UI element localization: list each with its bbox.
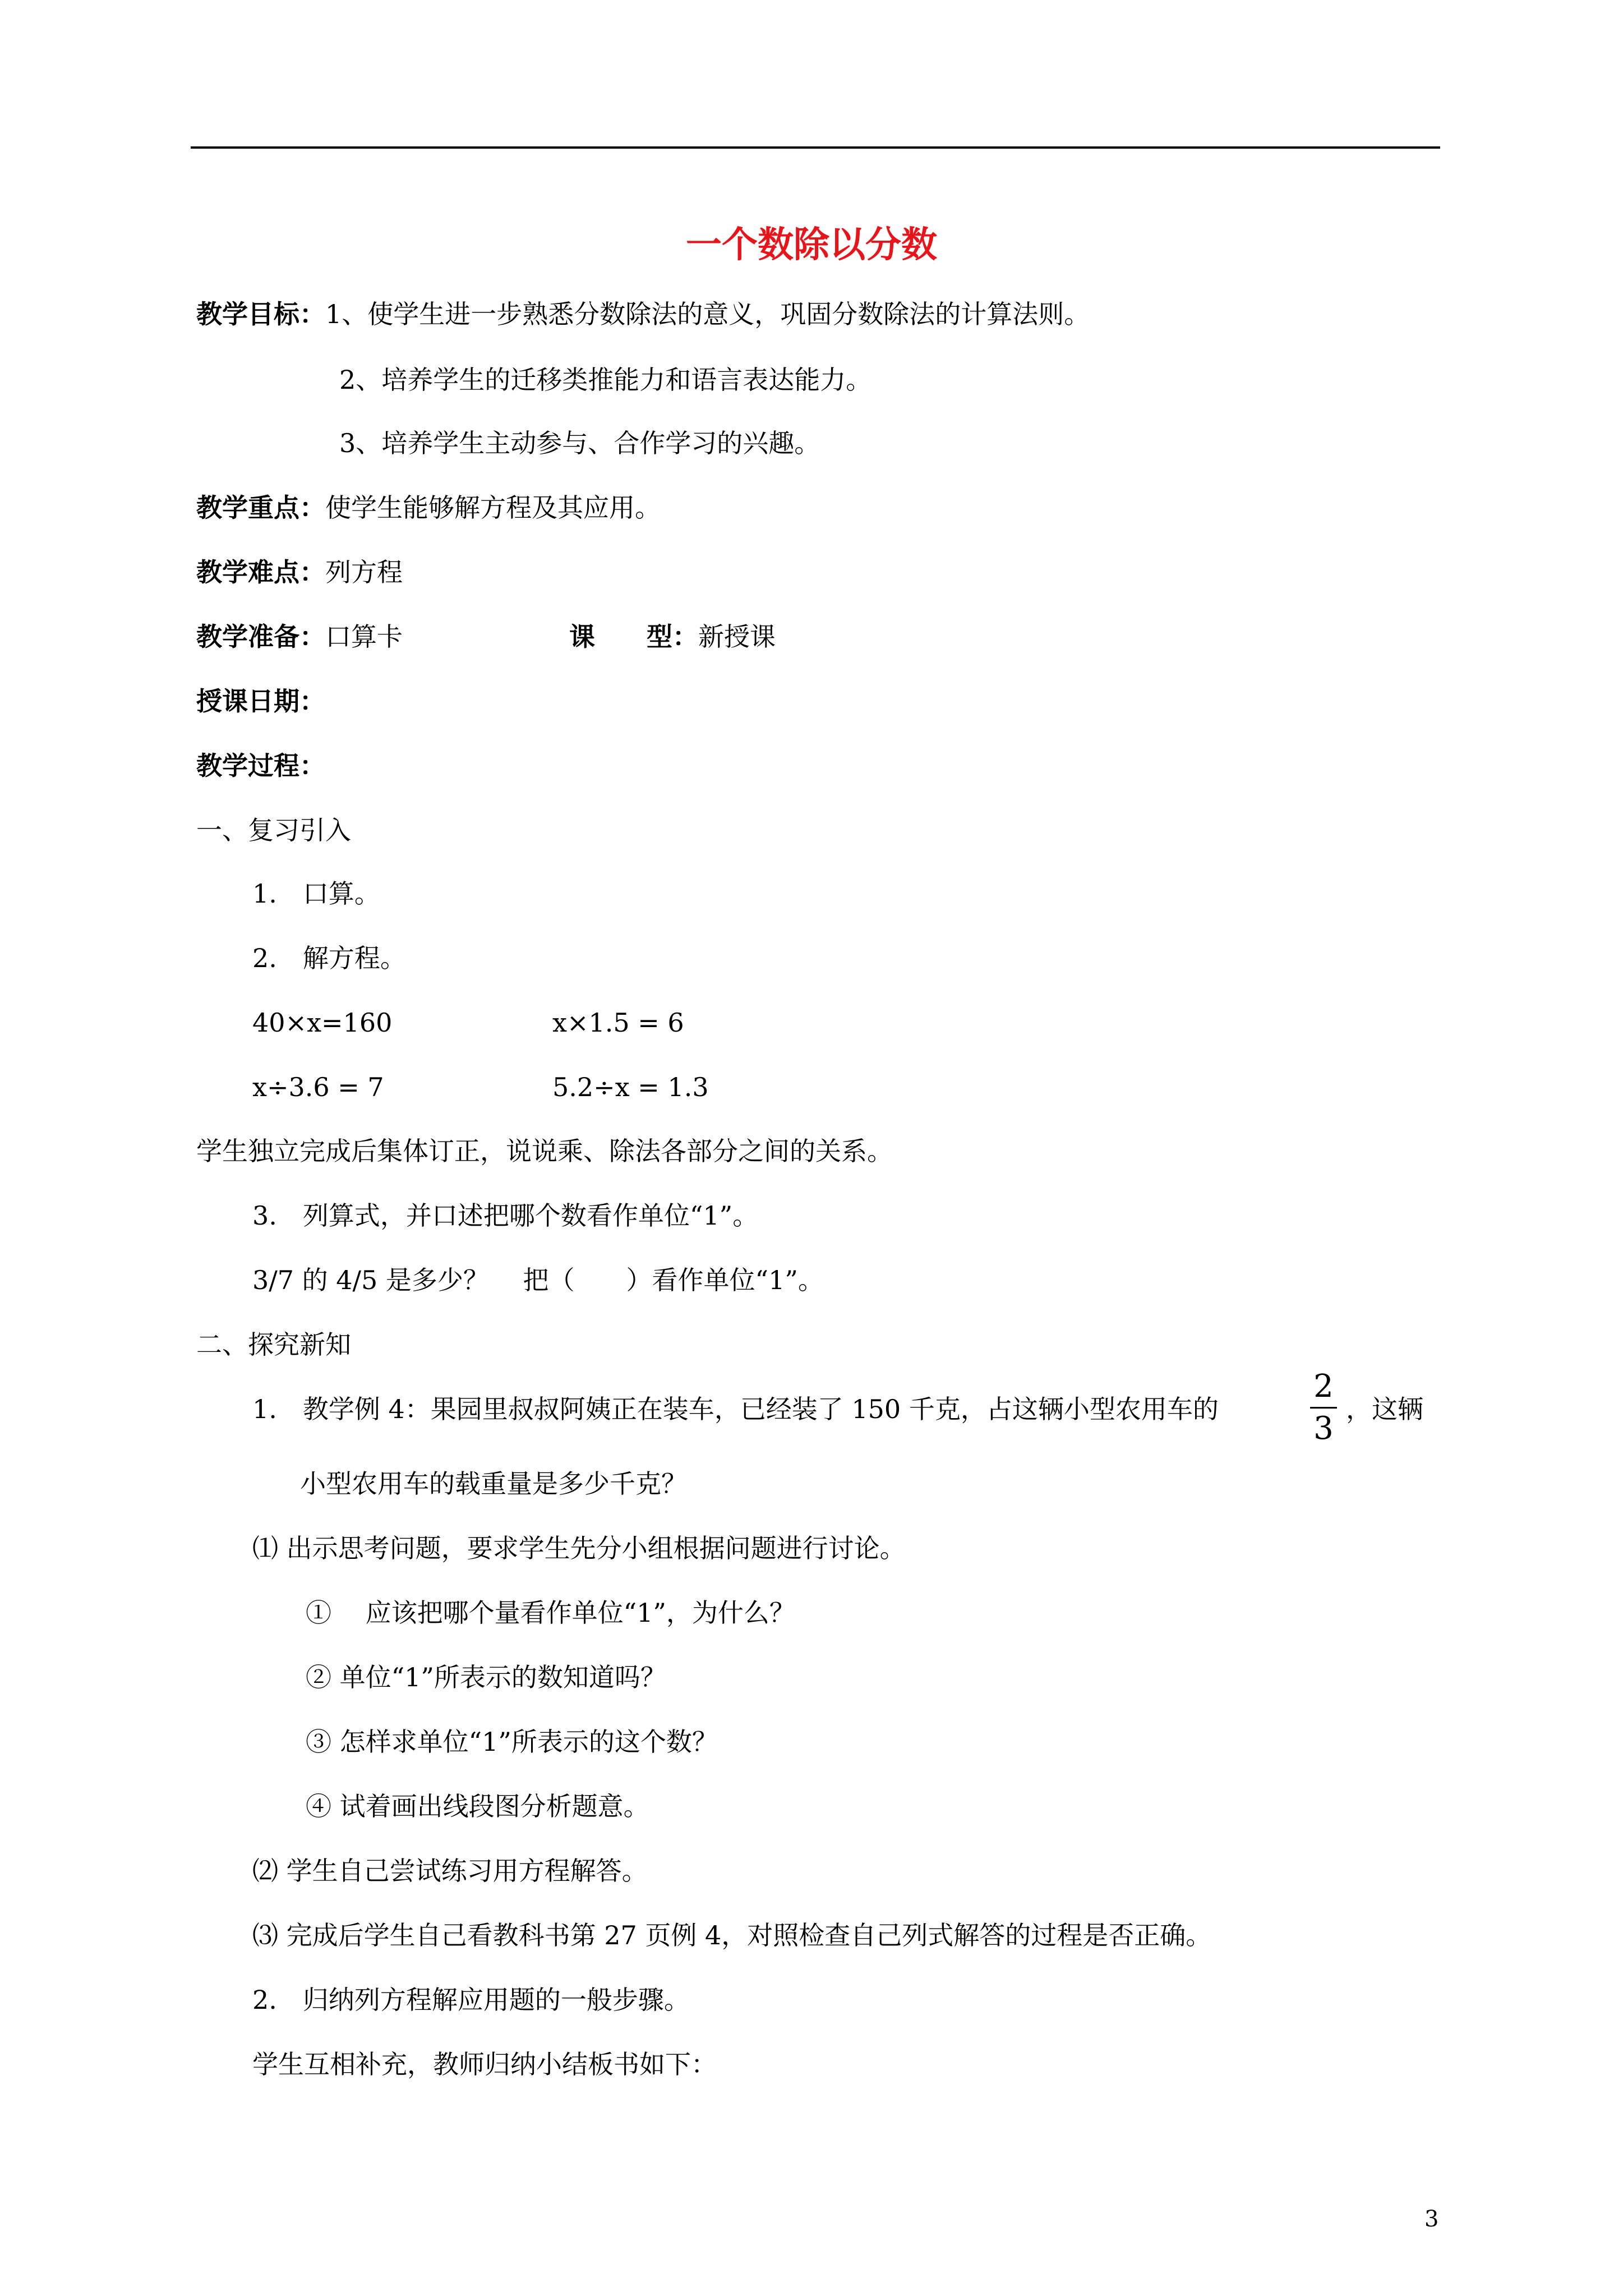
preparation-text: 口算卡 bbox=[325, 622, 403, 652]
fraction-denominator: 3 bbox=[1313, 1410, 1334, 1447]
date-label: 授课日期： bbox=[196, 686, 325, 716]
section1-heading: 一、复习引入 bbox=[196, 815, 351, 845]
preparation-line bbox=[196, 620, 403, 654]
page-title: 一个数除以分数 bbox=[686, 224, 937, 266]
section1-item3: 3. 列算式，并口述把哪个数看作单位“1”。 bbox=[252, 1200, 759, 1231]
objective-2: 2、培养学生的迁移类推能力和语言表达能力。 bbox=[339, 365, 872, 395]
key-point-line bbox=[196, 491, 661, 524]
question-2: ② 单位“1”所表示的数知道吗？ bbox=[306, 1662, 666, 1692]
question-4: ④ 试着画出线段图分析题意。 bbox=[306, 1791, 649, 1821]
section2-heading: 二、探究新知 bbox=[196, 1329, 351, 1360]
section2-summary: 学生互相补充，教师归纳小结板书如下： bbox=[252, 2049, 717, 2079]
lesson-type-label: 课 型： bbox=[569, 622, 698, 652]
key-point-text: 使学生能够解方程及其应用。 bbox=[325, 493, 661, 523]
step-1: ⑴ 出示思考问题，要求学生先分小组根据问题进行讨论。 bbox=[252, 1533, 906, 1563]
objective-3: 3、培养学生主动参与、合作学习的兴趣。 bbox=[339, 428, 820, 458]
equation-2: x×1.5 = 6 bbox=[552, 1007, 684, 1038]
header-rule bbox=[191, 146, 1440, 149]
example-line-c: 小型农用车的载重量是多少千克？ bbox=[300, 1469, 687, 1499]
fraction-bar bbox=[1310, 1407, 1337, 1409]
question-3: ③ 怎样求单位“1”所表示的这个数？ bbox=[306, 1727, 718, 1757]
key-point-label: 教学重点： bbox=[196, 493, 325, 523]
example-line-a: 1. 教学例 4：果园里叔叔阿姨正在装车，已经装了 150 千克，占这辆小型农用车的 bbox=[252, 1394, 1219, 1424]
question-1: ① 应该把哪个量看作单位“1”，为什么？ bbox=[306, 1598, 795, 1628]
preparation-label: 教学准备： bbox=[196, 622, 325, 652]
objectives-line-1 bbox=[196, 297, 1090, 331]
process-label: 教学过程： bbox=[196, 751, 325, 781]
section1-item1: 1. 口算。 bbox=[252, 878, 380, 909]
step-3: ⑶ 完成后学生自己看教科书第 27 页例 4，对照检查自己列式解答的过程是否正确。 bbox=[252, 1920, 1212, 1950]
difficulty-line bbox=[196, 555, 403, 589]
section2-item2: 2. 归纳列方程解应用题的一般步骤。 bbox=[252, 1985, 690, 2015]
objective-1: 1、使学生进一步熟悉分数除法的意义，巩固分数除法的计算法则。 bbox=[325, 299, 1090, 329]
page-number: 3 bbox=[1424, 2206, 1439, 2232]
example-line-b: ，这辆 bbox=[1346, 1394, 1423, 1424]
equation-1: 40×x=160 bbox=[252, 1007, 393, 1038]
objectives-label: 教学目标： bbox=[196, 299, 325, 329]
section1-item2: 2. 解方程。 bbox=[252, 943, 406, 973]
equation-4: 5.2÷x = 1.3 bbox=[552, 1072, 709, 1102]
section1-item3-sub: 3/7 的 4/5 是多少？ 把（ ）看作单位“1”。 bbox=[252, 1265, 824, 1295]
lesson-type-line bbox=[569, 620, 776, 654]
section1-note: 学生独立完成后集体订正，说说乘、除法各部分之间的关系。 bbox=[196, 1136, 893, 1166]
equation-3: x÷3.6 = 7 bbox=[252, 1072, 384, 1102]
difficulty-text: 列方程 bbox=[325, 557, 403, 587]
difficulty-label: 教学难点： bbox=[196, 557, 325, 587]
fraction-two-thirds bbox=[1307, 1369, 1340, 1447]
lesson-type-text: 新授课 bbox=[698, 622, 776, 652]
step-2: ⑵ 学生自己尝试练习用方程解答。 bbox=[252, 1856, 648, 1886]
fraction-numerator: 2 bbox=[1313, 1368, 1334, 1405]
